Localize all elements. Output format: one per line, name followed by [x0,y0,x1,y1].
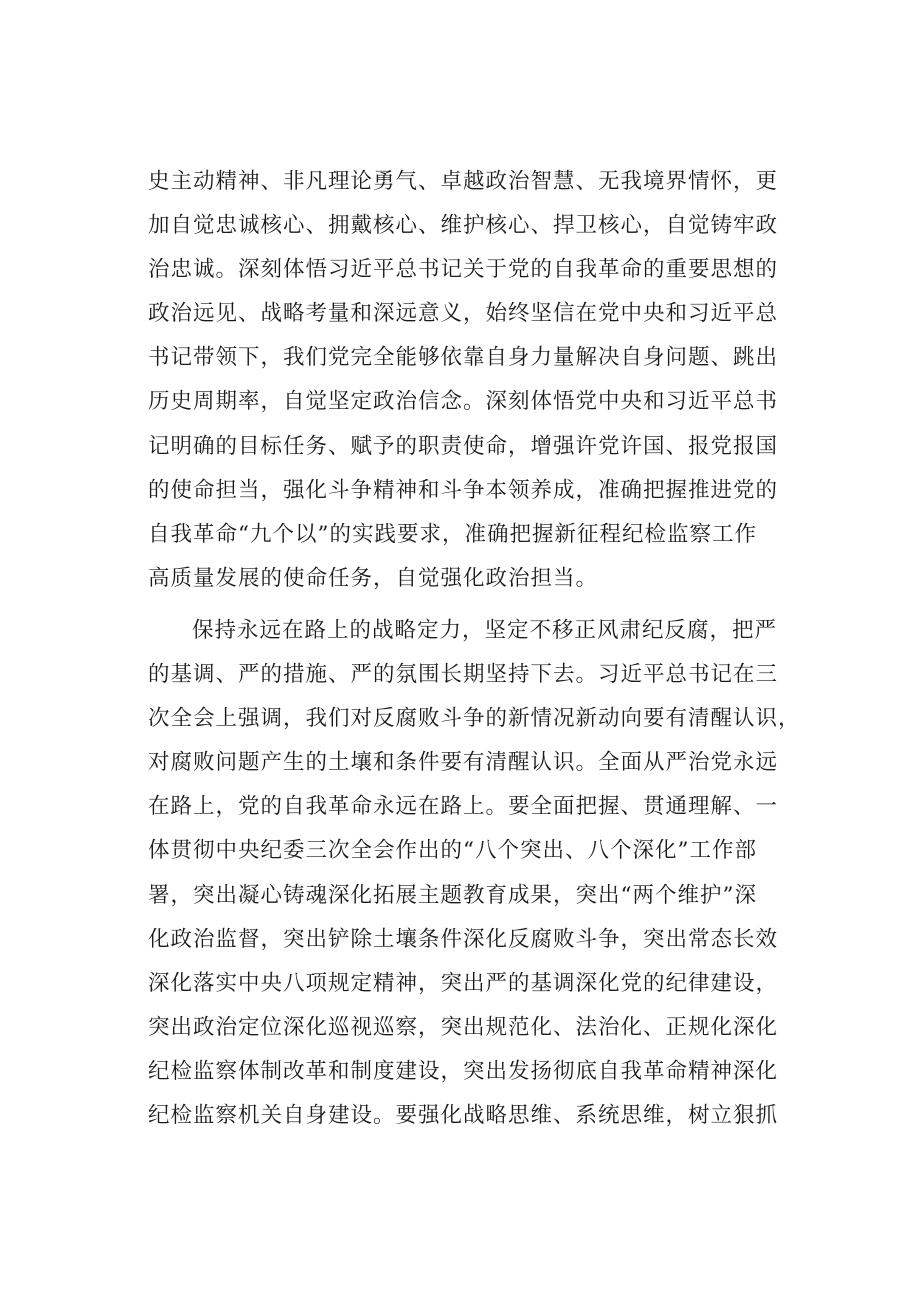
text-line: 对腐败问题产生的土壤和条件要有清醒认识。全面从严治党永远 [148,750,779,776]
paragraph-2 [148,609,812,1138]
text-line: 书记带领下，我们党完全能够依靠自身力量解决自身问题、跳出 [148,345,779,371]
text-line: 历史周期率，自觉坚定政治信念。深刻体悟党中央和习近平总书 [148,389,779,415]
text-line: 署，突出凝心铸魂深化拓展主题教育成果，突出“两个维护”深 [148,882,757,908]
text-line: 史主动精神、非凡理论勇气、卓越政治智慧、无我境界情怀，更 [148,169,779,194]
document-body [148,160,812,1138]
text-line: 的使命担当，强化斗争精神和斗争本领养成，准确把握推进党的 [148,477,779,503]
text-line: 保持永远在路上的战略定力，坚定不移正风肃纪反腐，把严 [192,617,778,643]
text-line: 化政治监督，突出铲除土壤条件深化反腐败斗争，突出常态长效 [148,926,779,952]
text-line: 深化落实中央八项规定精神，突出严的基调深化党的纪律建设， [148,970,779,996]
text-line: 治忠诚。深刻体悟习近平总书记关于党的自我革命的重要思想的 [148,257,779,283]
text-line: 纪检监察体制改革和制度建设，突出发扬彻底自我革命精神深化 [148,1058,779,1084]
text-line: 体贯彻中央纪委三次全会作出的“八个突出、八个深化”工作部 [148,838,757,864]
text-line: 突出政治定位深化巡视巡察，突出规范化、法治化、正规化深化 [148,1014,779,1040]
text-line: 在路上，党的自我革命永远在路上。要全面把握、贯通理解、一 [148,794,779,820]
text-line: 自我革命“九个以”的实践要求，准确把握新征程纪检监察工作 [148,521,757,547]
text-line: 高质量发展的使命任务，自觉强化政治担当。 [148,565,599,591]
text-line: 纪检监察机关自身建设。要强化战略思维、系统思维，树立狠抓 [148,1102,779,1128]
text-line: 次全会上强调，我们对反腐败斗争的新情况新动向要有清醒认识， [148,706,801,732]
text-line: 政治远见、战略考量和深远意义，始终坚信在党中央和习近平总 [148,301,779,327]
text-line: 的基调、严的措施、严的氛围长期坚持下去。习近平总书记在三 [148,662,779,688]
text-line: 加自觉忠诚核心、拥戴核心、维护核心、捍卫核心，自觉铸牢政 [148,213,779,239]
paragraph-spacer [148,601,812,609]
text-line: 记明确的目标任务、赋予的职责使命，增强许党许国、报党报国 [148,433,779,459]
paragraph-1 [148,160,812,601]
